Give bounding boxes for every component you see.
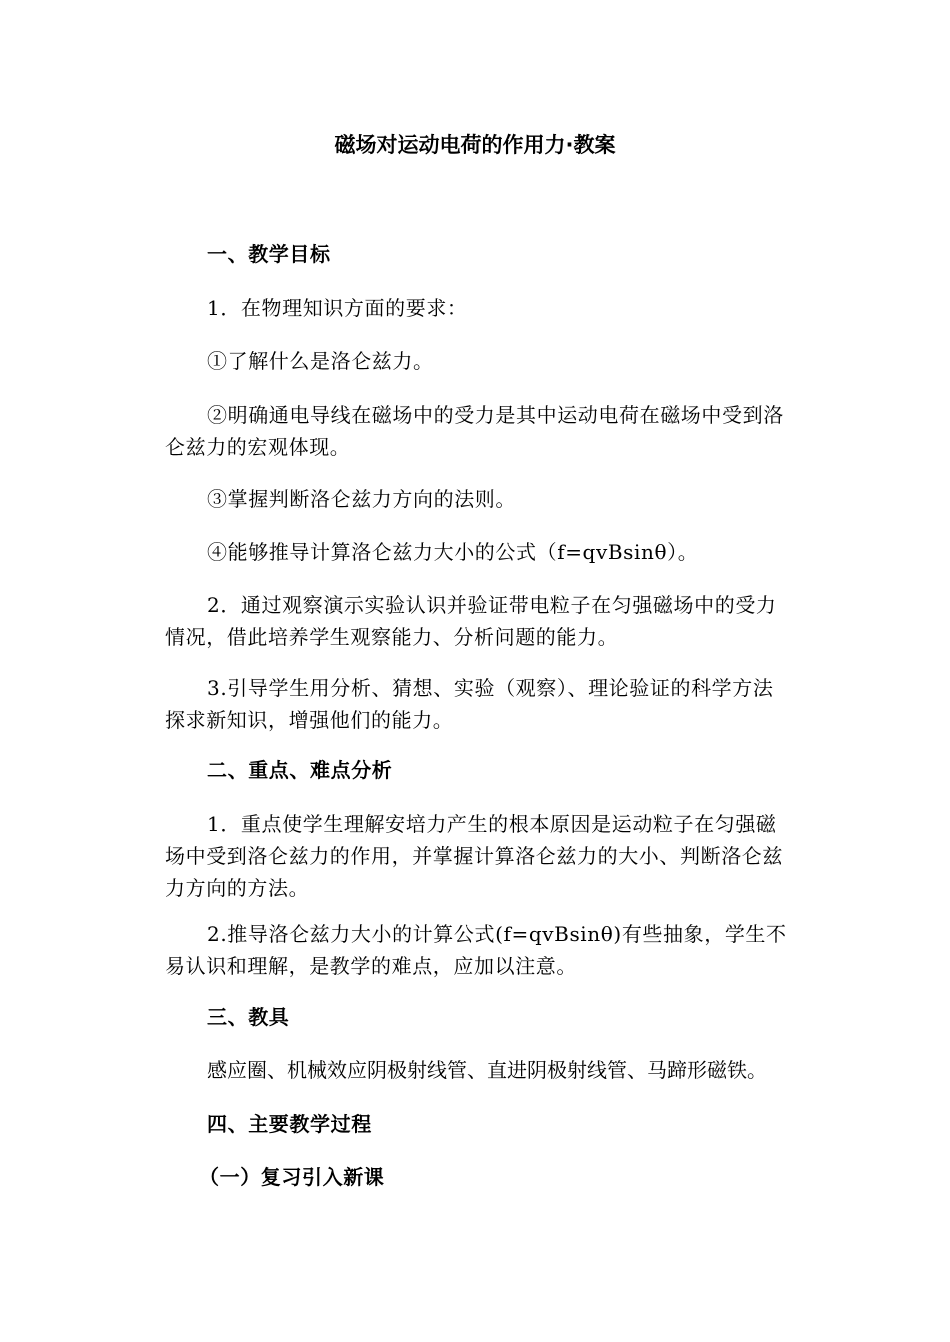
section-heading-teaching-process: 四、主要教学过程 bbox=[207, 1112, 372, 1136]
paragraph: 1．在物理知识方面的要求： bbox=[207, 296, 468, 320]
paragraph: 2．通过观察演示实验认识并验证带电粒子在匀强磁场中的受力情况，借此培养学生观察能力、分析问题的能力。 bbox=[165, 593, 777, 649]
paragraph: ③掌握判断洛仑兹力方向的法则。 bbox=[207, 487, 516, 511]
paragraph: 2.推导洛仑兹力大小的计算公式(f=qvBsinθ)有些抽象，学生不易认识和理解，是教学的难点，应加以注意。 bbox=[165, 922, 787, 978]
subsection-heading-review: （一）复习引入新课 bbox=[199, 1165, 385, 1189]
section-heading-key-points: 二、重点、难点分析 bbox=[207, 758, 393, 782]
paragraph: ④能够推导计算洛仑兹力大小的公式（f=qvBsinθ）。 bbox=[207, 540, 699, 564]
paragraph: 3.引导学生用分析、猜想、实验（观察）、理论验证的科学方法探求新知识，增强他们的能力。 bbox=[165, 676, 774, 732]
paragraph: ①了解什么是洛仑兹力。 bbox=[207, 349, 434, 373]
document-title: 磁场对运动电荷的作用力·教案 bbox=[334, 133, 616, 157]
section-heading-objectives: 一、教学目标 bbox=[207, 242, 331, 266]
paragraph: 1．重点使学生理解安培力产生的根本原因是运动粒子在匀强磁场中受到洛仑兹力的作用，并掌握计算洛仑兹力的大小、判断洛仑兹力方向的方法。 bbox=[165, 812, 783, 900]
paragraph: ②明确通电导线在磁场中的受力是其中运动电荷在磁场中受到洛仑兹力的宏观体现。 bbox=[165, 403, 784, 459]
paragraph: 感应圈、机械效应阴极射线管、直进阴极射线管、马蹄形磁铁。 bbox=[207, 1058, 767, 1082]
section-heading-teaching-aids: 三、教具 bbox=[207, 1005, 290, 1029]
